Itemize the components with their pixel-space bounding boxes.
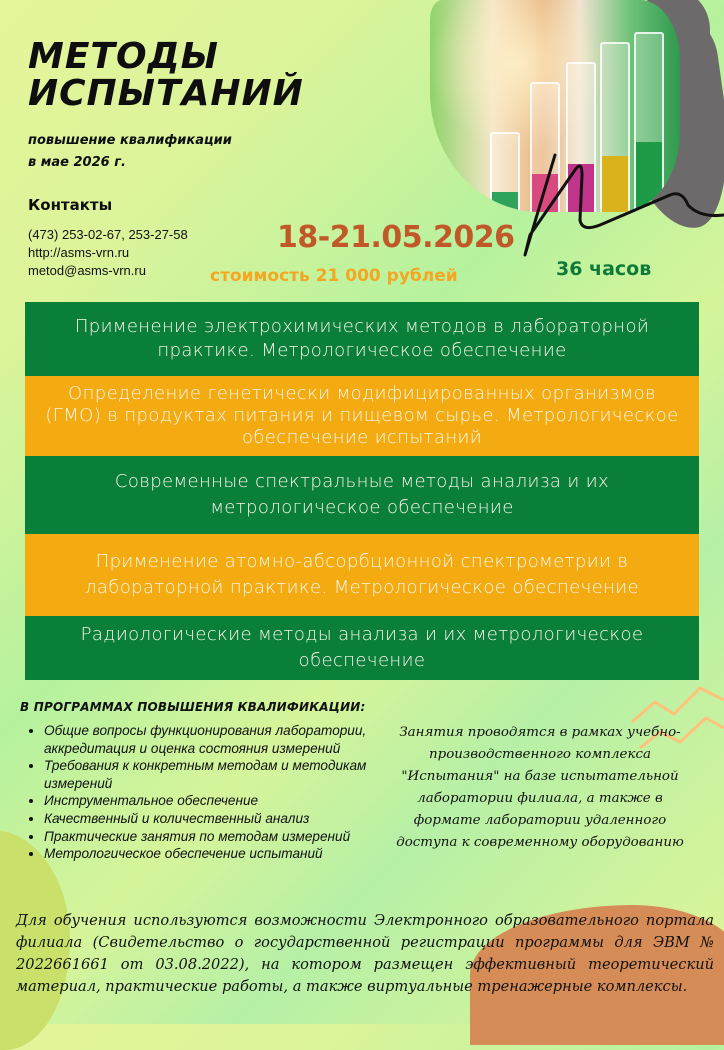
subtitle-line-1: повышение квалификации	[28, 133, 232, 148]
programs-list	[28, 722, 384, 863]
course-item-electrochemical: Применение электрохимических методов в лабораторной практике. Метрологическое обеспечение	[25, 302, 699, 376]
event-hours: 36 часов	[556, 258, 652, 280]
contacts-block	[28, 226, 188, 280]
contact-website-link[interactable]: http://asms-vrn.ru	[28, 245, 130, 260]
list-item: • Практические занятия по методам измерений	[44, 828, 384, 846]
list-item: • Общие вопросы функционирования лаборатории, аккредитация и оценка состояния измерений	[44, 722, 384, 757]
test-tube-icon	[490, 132, 520, 212]
course-item-atomic-absorption: Применение атомно-абсорбционной спектрометрии в лабораторной практике. Метрологическое обеспечение	[25, 534, 699, 616]
subtitle-line-2: в мае 2026 г.	[28, 155, 126, 170]
list-item: • Метрологическое обеспечение испытаний	[44, 845, 384, 863]
list-item: • Инструментальное обеспечение	[44, 792, 384, 810]
contact-phone: (473) 253-02-67, 253-27-58	[28, 227, 188, 242]
contact-email-link[interactable]: metod@asms-vrn.ru	[28, 263, 146, 278]
course-list	[25, 302, 699, 680]
list-item: • Требования к конкретным методам и методикам измерений	[44, 757, 384, 792]
decorative-squiggle	[520, 140, 724, 260]
title-line-1: МЕТОДЫ	[28, 36, 219, 77]
list-item: • Качественный и количественный анализ	[44, 810, 384, 828]
course-item-radiological: Радиологические методы анализа и их метрологическое обеспечение	[25, 616, 699, 680]
course-item-spectral: Современные спектральные методы анализа и их метрологическое обеспечение	[25, 456, 699, 534]
title-line-2: ИСПЫТАНИЙ	[28, 73, 304, 114]
training-note: Занятия проводятся в рамках учебно-производственного комплекса "Испытания" на базе испытательной лаборатории филиала, а также в формате лаборатории удаленного доступа к современному оборудованию	[396, 725, 684, 850]
contacts-heading: Контакты	[28, 196, 113, 214]
event-dates: 18-21.05.2026	[277, 220, 515, 255]
footer-text: Для обучения используются возможности Электронного образовательного портала филиала (Свидетельство о государственной регистрации программы для ЭВМ № 2022661661 от 03.08.2022), на котором размещен эффективный теоретический материал, практические работы, а также виртуальные тренажерные комплексы.	[16, 912, 714, 995]
event-price: стоимость 21 000 рублей	[210, 266, 458, 286]
programs-heading: В ПРОГРАММАХ ПОВЫШЕНИЯ КВАЛИФИКАЦИИ:	[20, 700, 366, 714]
page-title	[28, 38, 304, 112]
subtitle	[28, 130, 232, 174]
course-item-gmo: Определение генетически модифицированных организмов (ГМО) в продуктах питания и пищевом сырье. Метрологическое обеспечение испытаний	[25, 376, 699, 456]
